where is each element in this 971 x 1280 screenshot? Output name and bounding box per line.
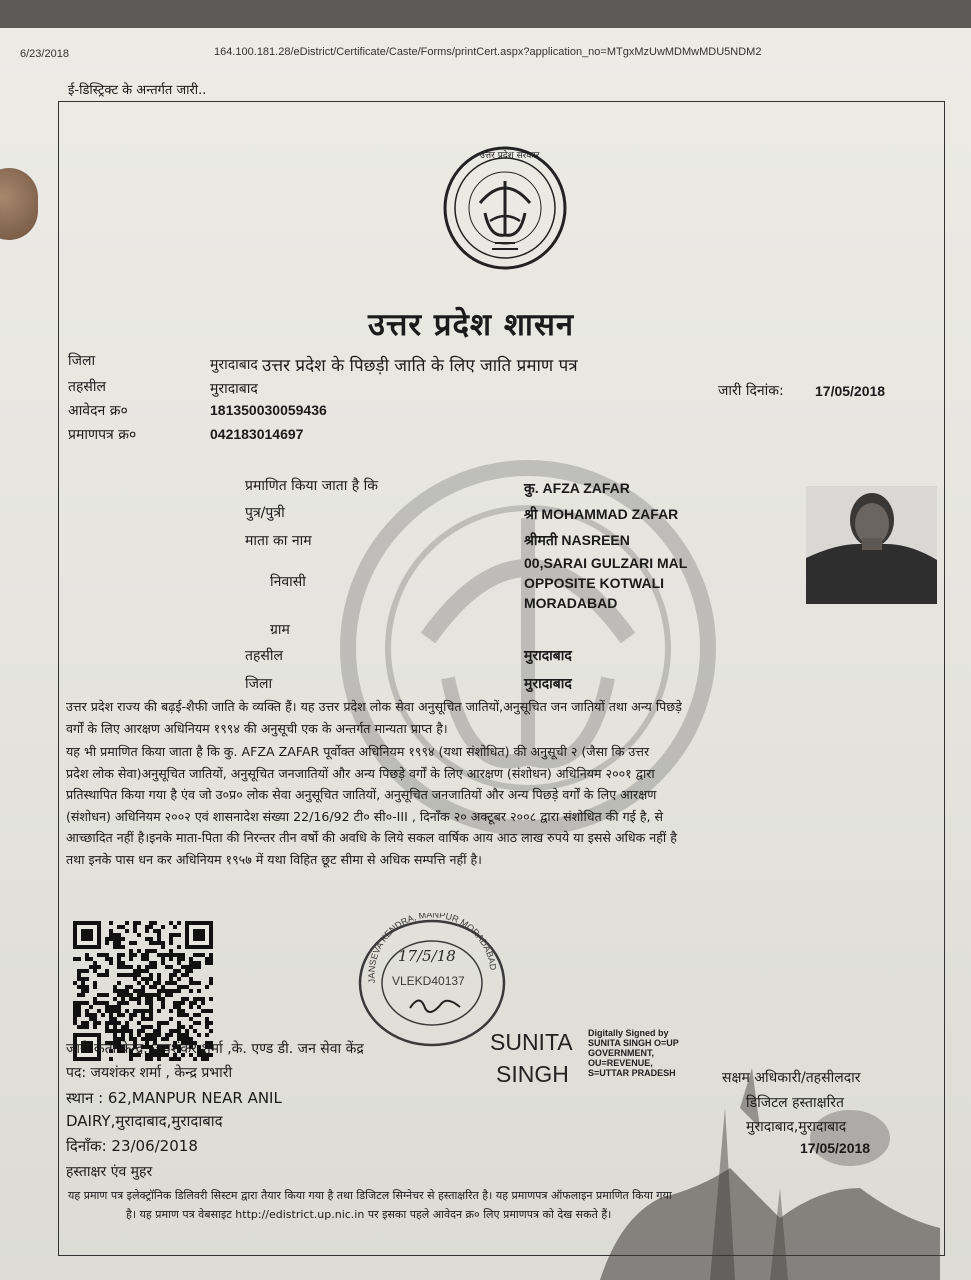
janseva-stamp (350, 913, 515, 1048)
signer-last-name: SINGH (496, 1061, 569, 1087)
person-district-label: जिला (245, 676, 273, 692)
mother-name: श्रीमती NASREEN (524, 532, 630, 548)
certify-label: प्रमाणित किया जाता है कि (245, 478, 379, 494)
p1-line2: वर्गों के लिए आरक्षण अधिनियम १९९४ की अनुसूची एक के अन्तर्गत मान्यता प्राप्त है। (66, 720, 448, 736)
p2-line5: आच्छादित नहीं है।इनके माता-पिता की निरन्तर तीन वर्षो की अवधि के लिये सकल वार्षिक आय आठ लाख रुपये या इससे अधिक नहीं है (66, 830, 677, 845)
issue-date: 17/05/2018 (815, 383, 886, 399)
person-tehsil-label: तहसील (245, 648, 283, 664)
emblem-text: उत्तर प्रदेश सरकार (480, 151, 540, 161)
issuer-post: पद: जयशंकर शर्मा , केन्द्र प्रभारी (66, 1065, 233, 1081)
certificate-label: प्रमाणपत्र क्र० (68, 427, 137, 443)
p2-line1: यह भी प्रमाणित किया जाता है कि कु. AFZA ZAFAR पूर्वोक्त अधिनियम १९९४ (यथा संशोधित) की अनुसूची २ (जैसा कि उत्तर (66, 744, 650, 759)
p2-line2: प्रदेश लोक सेवा)अनुसूचित जातियों, अनुसूचित जनजातियों और अन्य पिछड़े वर्गों के लिए आरक्षण (संशोधन) अधिनियम २००१ द्वारा (66, 765, 655, 781)
page-title: उत्तर प्रदेश शासन (368, 307, 575, 343)
issued-under: ई-डिस्ट्रिक्ट के अन्तर्गत जारी.. (68, 83, 207, 98)
ink-smear (520, 1068, 940, 1280)
person-district-value: मुरादाबाद (524, 676, 572, 692)
p2-line3: प्रतिस्थापित किया गया है एंव जो उ०प्र० लोक सेवा अनुसूचित जातियों, अनुसूचित जनजातियों और अन्य पिछड़े वर्गों के लिए आरक्षण (66, 787, 657, 802)
issuer-place-line2: DAIRY,मुरादाबाद,मुरादाबाद (66, 1112, 223, 1130)
print-url: 164.100.181.28/eDistrict/Certificate/Caste/Forms/printCert.aspx?application_no=MTgxMzUwMDMwMDU5NDM2 (214, 46, 762, 58)
relation-label: पुत्र/पुत्री (245, 505, 285, 521)
address-line3: MORADABAD (524, 595, 618, 611)
issuer-centre: जारी कर्ता केन्द्र: जयशंकर शर्मा ,के. एण्ड डी. जन सेवा केंद्र (66, 1041, 364, 1057)
caste-paragraph (66, 696, 936, 739)
authority-date: 17/05/2018 (800, 1140, 871, 1156)
digital-signature-details: Digitally Signed by SUNITA SINGH O=UP GOVERNMENT, OU=REVENUE, S=UTTAR PRADESH (588, 1028, 679, 1078)
tehsil-label: तहसील (68, 379, 106, 395)
certification-paragraph (66, 741, 936, 870)
stamp-handwritten-date: 17/5/18 (398, 947, 456, 965)
certificate-subtitle: उत्तर प्रदेश के पिछड़ी जाति के लिए जाति प्रमाण पत्र (262, 356, 578, 376)
district-value: मुरादाबाद (210, 357, 258, 373)
address-line1: 00,SARAI GULZARI MAL (524, 555, 688, 571)
finger (0, 168, 38, 240)
resident-label: निवासी (270, 574, 306, 590)
certificate-paper (0, 28, 971, 1280)
print-date: 6/23/2018 (20, 48, 69, 60)
issue-date-label: जारी दिनांक: (718, 383, 784, 399)
p1-line1: उत्तर प्रदेश राज्य की बढ़ई-शैफी जाति के व्यक्ति हैं। यह उत्तर प्रदेश लोक सेवा अनुसूचित जातियों,अनुसूचित जन जातियों तथा अन्य पिछड़े (66, 699, 682, 714)
p2-line4: (संशोधन) अधिनियम २००२ एवं शासनादेश संख्या 22/16/92 टी० सी०-III , दिनाँक २० अक्टूबर २००८ द्वारा संशोधित की गई है, से (66, 808, 664, 824)
district-label: जिला (68, 353, 96, 369)
mother-label: माता का नाम (245, 533, 312, 549)
footer-line2: है। यह प्रमाण पत्र वेबसाइट http://edistrict.up.nic.in पर इसका पहले आवेदन क्र० लिए प्रमाणपत्र को देख सकते हैं। (126, 1208, 612, 1221)
person-tehsil-value: मुरादाबाद (524, 648, 572, 664)
signer-first-name: SUNITA (490, 1029, 573, 1055)
up-government-emblem (440, 143, 570, 273)
applicant-photo (806, 486, 937, 604)
application-number: 181350030059436 (210, 402, 327, 418)
authority-place: मुरादाबाद,मुरादाबाद (746, 1119, 847, 1135)
issuer-date: दिनाँक: 23/06/2018 (66, 1137, 198, 1155)
application-label: आवेदन क्र० (68, 403, 128, 419)
stamp-code: VLEKD40137 (392, 974, 465, 988)
footer-line1: यह प्रमाण पत्र इलेक्ट्रॉनिक डिलिवरी सिस्टम द्वारा तैयार किया गया है तथा डिजिटल सिग्नेचर से हस्ताक्षरित है। यह प्रमाणपत्र ऑफलाइन प्रमाणित किया गया (68, 1189, 672, 1202)
authority-title: सक्षम अधिकारी/तहसीलदार (722, 1070, 861, 1086)
p2-line6: तथा इनके पास धन कर अधिनियम १९५७ में यथा विहित छूट सीमा से अधिक सम्पत्ति नहीं है। (66, 851, 482, 867)
certificate-number: 042183014697 (210, 426, 304, 442)
address-line2: OPPOSITE KOTWALI (524, 575, 665, 591)
issuer-place-line1: स्थान : 62,MANPUR NEAR ANIL (66, 1089, 282, 1107)
tehsil-value: मुरादाबाद (210, 381, 258, 397)
father-name: श्री MOHAMMAD ZAFAR (524, 506, 679, 522)
village-label: ग्राम (270, 622, 290, 638)
authority-digital: डिजिटल हस्ताक्षरित (746, 1095, 844, 1111)
stamp-ring-text: JANSEVA KENDRA, MANPUR MORADABAD (366, 913, 499, 984)
applicant-name: कु. AFZA ZAFAR (524, 480, 630, 496)
issuer-signature-label: हस्ताक्षर एंव मुहर (66, 1164, 153, 1180)
